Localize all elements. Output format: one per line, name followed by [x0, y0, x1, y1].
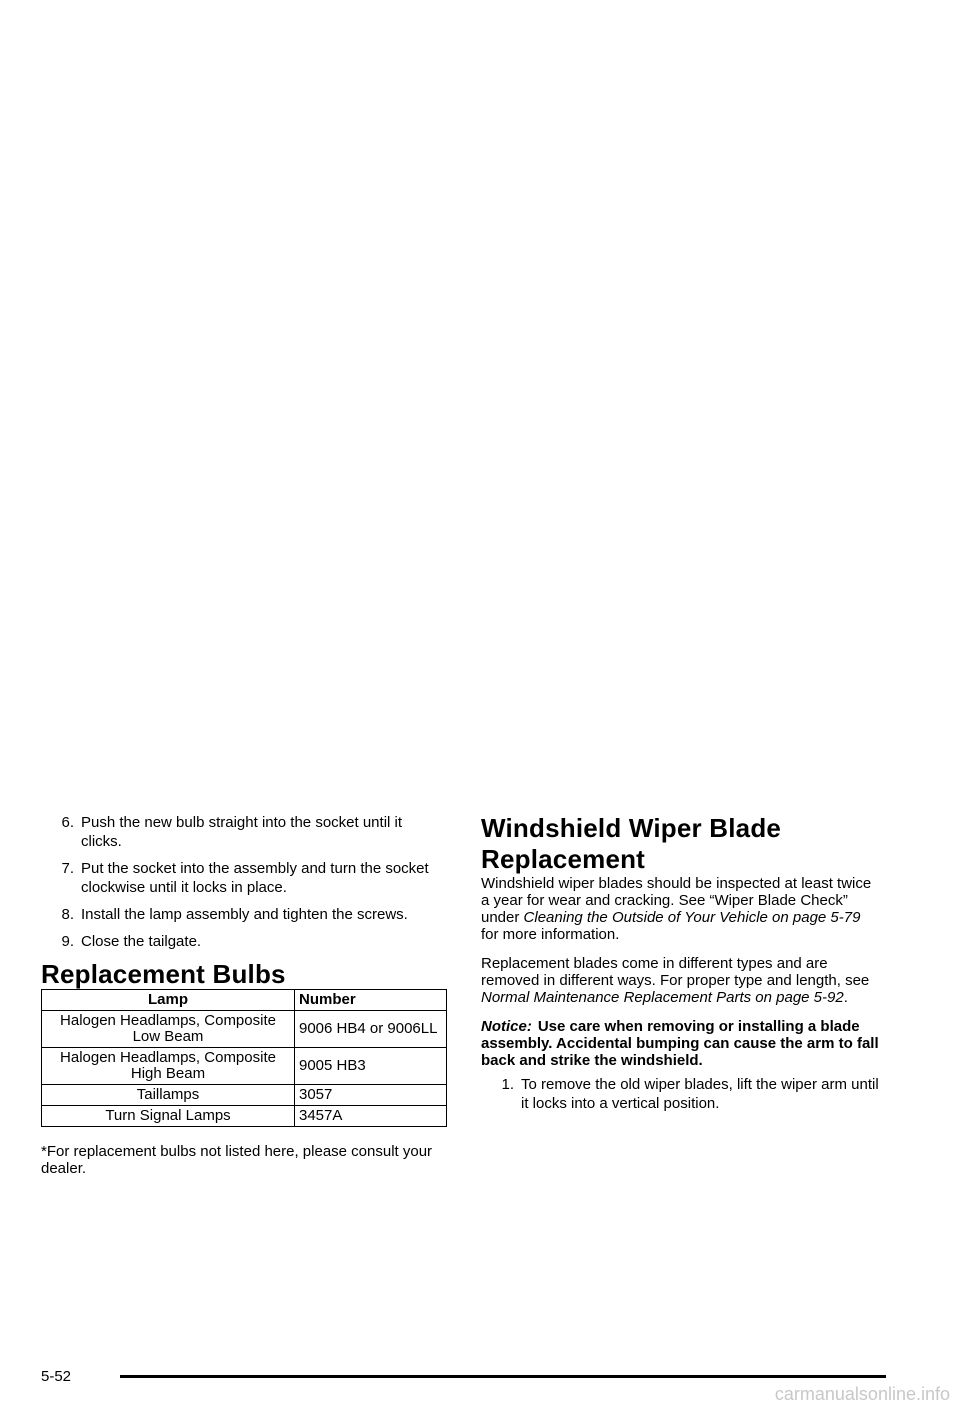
replacement-text: Replacement blades come in different types and are removed in different ways. For proper type and length, see: [481, 955, 870, 989]
number-cell: 3057: [295, 1085, 447, 1106]
lamp-cell: Halogen Headlamps, Composite High Beam: [42, 1048, 295, 1085]
table-row: [42, 1106, 447, 1127]
step-list: [41, 813, 447, 951]
step-number: 7.: [61, 860, 74, 877]
table-header-row: [42, 990, 447, 1011]
notice-paragraph: [481, 1018, 881, 1069]
number-cell: 3457A: [295, 1106, 447, 1127]
replacement-bulbs-heading: Replacement Bulbs: [41, 959, 286, 989]
lamp-cell: Turn Signal Lamps: [42, 1106, 295, 1127]
number-cell: 9006 HB4 or 9006LL: [295, 1011, 447, 1048]
step-item: [41, 932, 447, 951]
step-text: To remove the old wiper blades, lift the wiper arm until it locks into a vertical position.: [521, 1076, 879, 1112]
step-text: Push the new bulb straight into the socket until it clicks.: [81, 814, 403, 850]
wiper-heading: Windshield Wiper Blade Replacement: [481, 813, 782, 874]
right-column: [481, 813, 881, 1121]
dealer-note: *For replacement bulbs not listed here, please consult your dealer.: [41, 1143, 433, 1177]
column-header-number: Number: [295, 990, 447, 1011]
step-item: [41, 905, 447, 924]
replacement-paragraph: [481, 955, 881, 1006]
step-item: [41, 859, 447, 897]
step-text: Put the socket into the assembly and turn the socket clockwise until it locks in place.: [81, 860, 429, 896]
step-number: 8.: [61, 906, 74, 923]
step-number: 1.: [501, 1076, 514, 1093]
notice-text: Use care when removing or installing a blade assembly. Accidental bumping can cause the arm to fall back and strike the windshield.: [481, 1018, 879, 1069]
table-row: [42, 1011, 447, 1048]
replacement-tail: .: [843, 989, 848, 1006]
table-row: [42, 1085, 447, 1106]
step-item: [41, 813, 447, 851]
step-number: 6.: [61, 814, 74, 831]
lamp-cell: Taillamps: [42, 1085, 295, 1106]
left-column: [41, 813, 447, 1189]
number-cell: 9005 HB3: [295, 1048, 447, 1085]
inspection-tail: for more information.: [481, 926, 620, 943]
inspection-paragraph: [481, 875, 881, 943]
notice-label: Notice:: [481, 1018, 532, 1035]
bulb-table: [41, 989, 447, 1127]
column-header-lamp: Lamp: [42, 990, 295, 1011]
table-row: [42, 1048, 447, 1085]
cleaning-reference: Cleaning the Outside of Your Vehicle on page 5-79: [523, 909, 861, 926]
page-number: 5-52: [41, 1368, 72, 1385]
step-text: Close the tailgate.: [81, 933, 202, 950]
step-number: 9.: [61, 933, 74, 950]
footer-divider: [120, 1375, 886, 1378]
wiper-step-item: [481, 1075, 881, 1113]
watermark: carmanualsonline.info: [774, 1384, 950, 1404]
parts-reference: Normal Maintenance Replacement Parts on page 5-92: [481, 989, 844, 1006]
step-text: Install the lamp assembly and tighten the screws.: [81, 906, 408, 923]
inspection-text: Windshield wiper blades should be inspected at least twice a year for wear and cracking. See “Wiper Blade Check” under: [481, 875, 872, 926]
lamp-cell: Halogen Headlamps, Composite Low Beam: [42, 1011, 295, 1048]
